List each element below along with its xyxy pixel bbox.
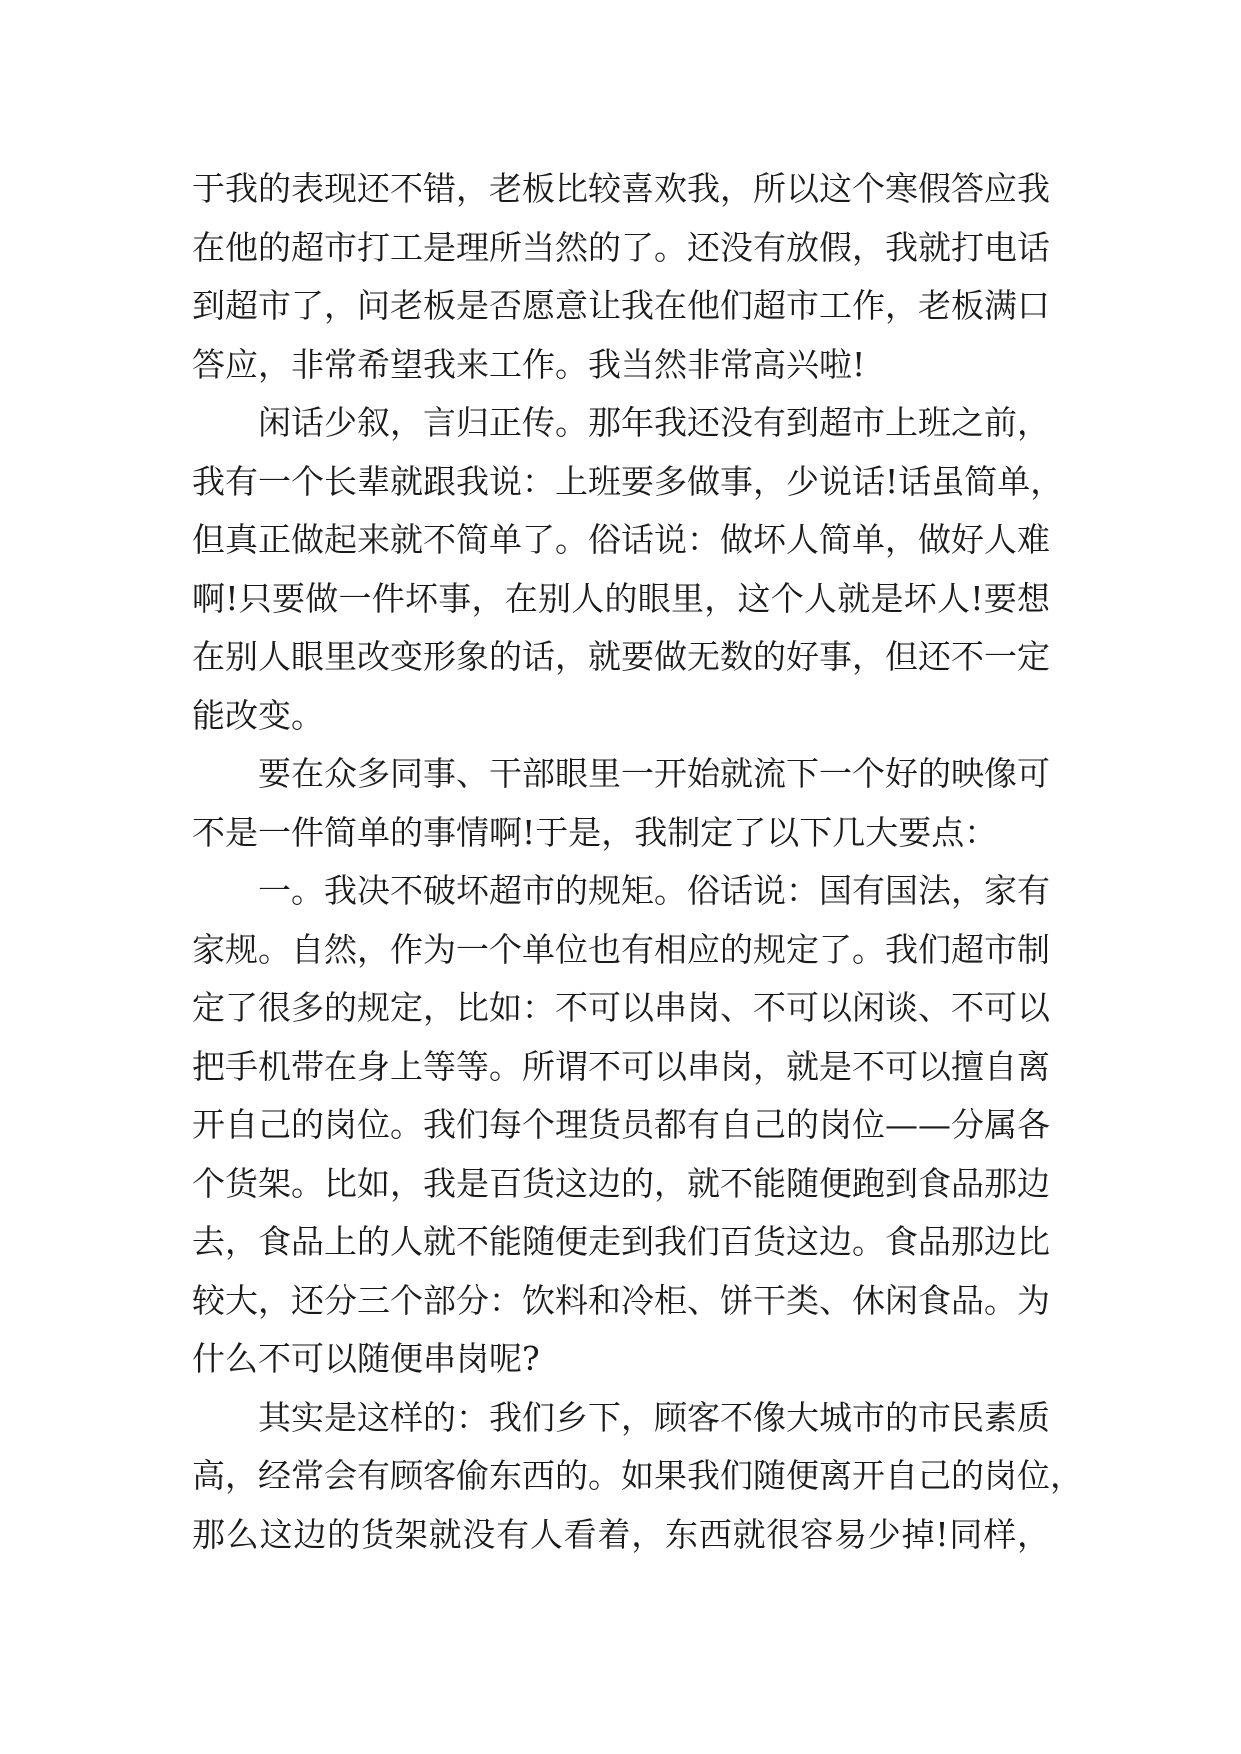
text-line: 把手机带在身上等等。所谓不可以串岗，就是不可以擅自离 (192, 1046, 1050, 1086)
text-line: 较大，还分三个部分：饮料和冷柜、饼干类、休闲食品。为 (192, 1280, 1050, 1320)
text-line: 家规。自然，作为一个单位也有相应的规定了。我们超市制 (192, 929, 1050, 969)
text-line: 个货架。比如，我是百货这边的，就不能随便跑到食品那边 (192, 1163, 1050, 1203)
text-line: 开自己的岗位。我们每个理货员都有自己的岗位——分属各 (192, 1105, 1050, 1144)
text-line: 闲话少叙，言归正传。那年我还没有到超市上班之前， (192, 403, 1050, 442)
text-line: 我有一个长辈就跟我说：上班要多做事，少说话!话虽简单， (192, 461, 1064, 501)
text-line: 一。我决不破坏超市的规矩。俗话说：国有国法，家有 (192, 871, 1050, 910)
text-line: 到超市了，问老板是否愿意让我在他们超市工作，老板满口 (192, 286, 1050, 325)
text-line: 高，经常会有顾客偷东西的。如果我们随便离开自己的岗位， (192, 1456, 1083, 1495)
text-line: 其实是这样的：我们乡下，顾客不像大城市的市民素质 (192, 1397, 1050, 1437)
text-line: 答应，非常希望我来工作。我当然非常高兴啦! (192, 344, 866, 384)
text-line: 那么这边的货架就没有人看着，东西就很容易少掉!同样， (192, 1514, 1050, 1554)
text-line: 去，食品上的人就不能随便走到我们百货这边。食品那边比 (192, 1222, 1050, 1261)
text-line: 定了很多的规定，比如：不可以串岗、不可以闲谈、不可以 (192, 988, 1050, 1027)
text-line: 不是一件简单的事情啊!于是，我制定了以下几大要点： (192, 812, 998, 852)
text-line: 但真正做起来就不简单了。俗话说：做坏人简单，做好人难 (192, 520, 1050, 559)
text-line: 在他的超市打工是理所当然的了。还没有放假，我就打电话 (192, 227, 1050, 267)
text-line: 在别人眼里改变形象的话，就要做无数的好事，但还不一定 (192, 637, 1050, 676)
text-line: 要在众多同事、干部眼里一开始就流下一个好的映像可 (192, 754, 1050, 793)
text-line: 能改变。 (192, 695, 324, 735)
body-text (192, 160, 1083, 1564)
text-line: 什么不可以随便串岗呢? (192, 1339, 540, 1378)
text-line: 于我的表现还不错，老板比较喜欢我，所以这个寒假答应我 (192, 169, 1050, 208)
text-line: 啊!只要做一件坏事，在别人的眼里，这个人就是坏人!要想 (192, 578, 1050, 618)
